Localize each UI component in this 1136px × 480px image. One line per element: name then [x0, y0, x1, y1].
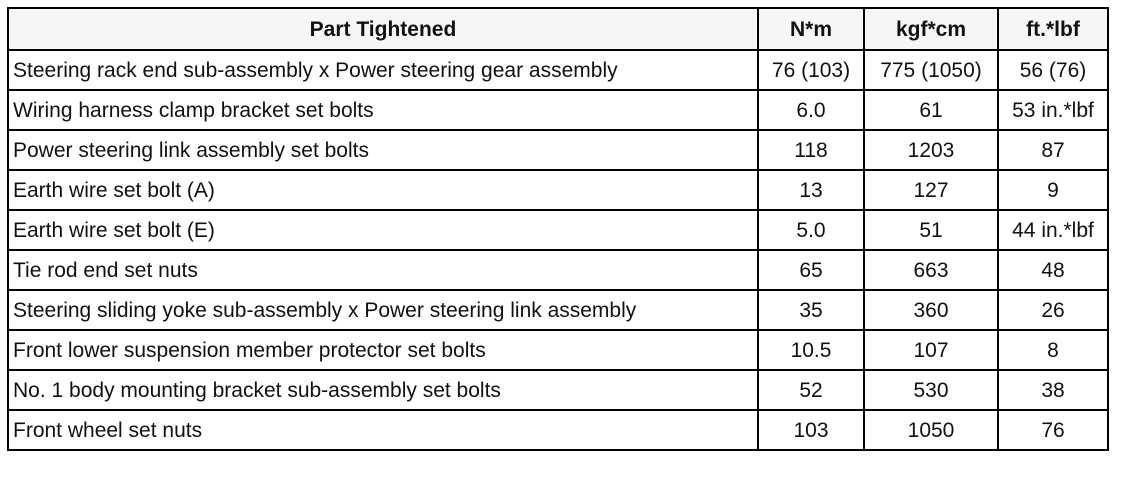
- cell-ft-lbf: 76: [998, 410, 1108, 450]
- cell-nm: 118: [758, 130, 864, 170]
- cell-kgf-cm: 1203: [864, 130, 998, 170]
- cell-ft-lbf: 9: [998, 170, 1108, 210]
- cell-kgf-cm: 127: [864, 170, 998, 210]
- cell-kgf-cm: 775 (1050): [864, 50, 998, 90]
- cell-ft-lbf: 8: [998, 330, 1108, 370]
- cell-part: Power steering link assembly set bolts: [8, 130, 758, 170]
- cell-part: Front lower suspension member protector set bolts: [8, 330, 758, 370]
- cell-kgf-cm: 61: [864, 90, 998, 130]
- cell-nm: 35: [758, 290, 864, 330]
- cell-part: No. 1 body mounting bracket sub-assembly set bolts: [8, 370, 758, 410]
- cell-kgf-cm: 663: [864, 250, 998, 290]
- header-kgf-cm: kgf*cm: [864, 8, 998, 50]
- cell-part: Steering sliding yoke sub-assembly x Power steering link assembly: [8, 290, 758, 330]
- cell-ft-lbf: 48: [998, 250, 1108, 290]
- table-row: [8, 330, 1108, 370]
- cell-ft-lbf: 53 in.*lbf: [998, 90, 1108, 130]
- torque-spec-table: [7, 7, 1109, 451]
- table-row: [8, 210, 1108, 250]
- cell-part: Earth wire set bolt (A): [8, 170, 758, 210]
- cell-nm: 76 (103): [758, 50, 864, 90]
- cell-kgf-cm: 530: [864, 370, 998, 410]
- table-row: [8, 250, 1108, 290]
- table-row: [8, 90, 1108, 130]
- cell-kgf-cm: 51: [864, 210, 998, 250]
- cell-ft-lbf: 44 in.*lbf: [998, 210, 1108, 250]
- table-row: [8, 290, 1108, 330]
- table-body: [8, 50, 1108, 450]
- header-row: [8, 8, 1108, 50]
- cell-ft-lbf: 87: [998, 130, 1108, 170]
- table-row: [8, 370, 1108, 410]
- cell-nm: 52: [758, 370, 864, 410]
- table-row: [8, 130, 1108, 170]
- torque-spec-table-container: [7, 7, 1107, 451]
- cell-nm: 13: [758, 170, 864, 210]
- table-row: [8, 410, 1108, 450]
- cell-nm: 10.5: [758, 330, 864, 370]
- cell-part: Front wheel set nuts: [8, 410, 758, 450]
- cell-nm: 6.0: [758, 90, 864, 130]
- table-row: [8, 50, 1108, 90]
- cell-nm: 103: [758, 410, 864, 450]
- cell-part: Tie rod end set nuts: [8, 250, 758, 290]
- table-header: [8, 8, 1108, 50]
- cell-kgf-cm: 107: [864, 330, 998, 370]
- cell-ft-lbf: 56 (76): [998, 50, 1108, 90]
- cell-nm: 65: [758, 250, 864, 290]
- cell-kgf-cm: 1050: [864, 410, 998, 450]
- header-ft-lbf: ft.*lbf: [998, 8, 1108, 50]
- cell-part: Steering rack end sub-assembly x Power steering gear assembly: [8, 50, 758, 90]
- table-row: [8, 170, 1108, 210]
- cell-part: Wiring harness clamp bracket set bolts: [8, 90, 758, 130]
- cell-part: Earth wire set bolt (E): [8, 210, 758, 250]
- cell-kgf-cm: 360: [864, 290, 998, 330]
- header-newton-meter: N*m: [758, 8, 864, 50]
- cell-ft-lbf: 38: [998, 370, 1108, 410]
- header-part-tightened: Part Tightened: [8, 8, 758, 50]
- cell-ft-lbf: 26: [998, 290, 1108, 330]
- cell-nm: 5.0: [758, 210, 864, 250]
